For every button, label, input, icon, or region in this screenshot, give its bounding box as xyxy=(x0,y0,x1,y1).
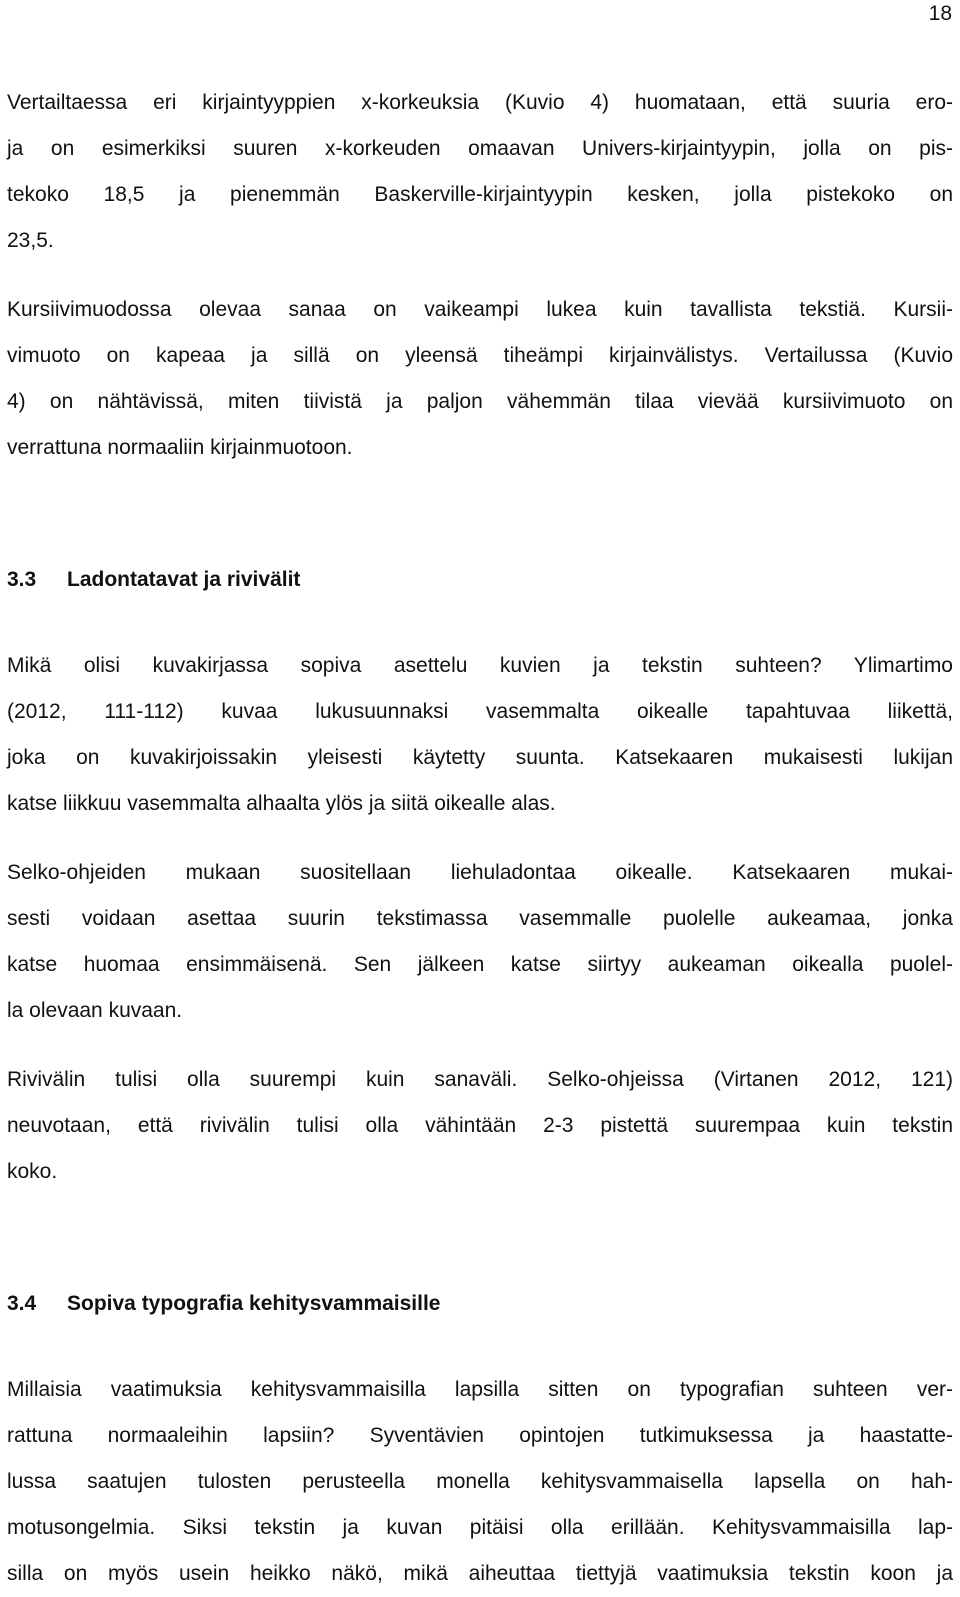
text-line: ja on esimerkiksi suuren x-korkeuden omaavan Univers-kirjaintyypin, jolla on pis- xyxy=(7,137,953,160)
text-line: katse huomaa ensimmäisenä. Sen jälkeen katse siirtyy aukeaman oikealla puolel- xyxy=(7,953,953,976)
text-line: 4) on nähtävissä, miten tiivistä ja paljon vähemmän tilaa vievää kursiivimuoto on xyxy=(7,390,953,413)
section-number: 3.4 xyxy=(7,1292,37,1315)
text-line: silla on myös usein heikko näkö, mikä aiheuttaa tiettyjä vaatimuksia tekstin koon ja xyxy=(7,1562,953,1585)
text-line: Kursiivimuodossa olevaa sanaa on vaikeampi lukea kuin tavallista tekstiä. Kursii- xyxy=(7,298,953,321)
paragraph-typography-requirements xyxy=(7,1367,953,1597)
text-line: (2012, 111-112) kuvaa lukusuunnaksi vasemmalta oikealle tapahtuvaa liikettä, xyxy=(7,700,953,723)
text-line: vimuoto on kapeaa ja sillä on yleensä tiheämpi kirjainvälistys. Vertailussa (Kuvio xyxy=(7,344,953,367)
text-line: neuvotaan, että rivivälin tulisi olla vähintään 2-3 pistettä suurempaa kuin tekstin xyxy=(7,1114,953,1137)
section-title: Sopiva typografia kehitysvammaisille xyxy=(67,1292,441,1315)
text-line: koko. xyxy=(7,1160,58,1183)
section-number: 3.3 xyxy=(7,568,37,591)
text-line: Selko-ohjeiden mukaan suositellaan liehuladontaa oikealle. Katsekaaren mukai- xyxy=(7,861,953,884)
text-line: rattuna normaaleihin lapsiin? Syventävien opintojen tutkimuksessa ja haastatte- xyxy=(7,1424,953,1447)
text-line: Rivivälin tulisi olla suurempi kuin sanaväli. Selko-ohjeissa (Virtanen 2012, 121) xyxy=(7,1068,953,1091)
text-line: tekoko 18,5 ja pienemmän Baskerville-kirjaintyypin kesken, jolla pistekoko on xyxy=(7,183,953,206)
text-line: verrattuna normaaliin kirjainmuotoon. xyxy=(7,436,353,459)
section-heading-3-3 xyxy=(7,557,953,603)
paragraph-x-height xyxy=(7,80,953,264)
text-line: 23,5. xyxy=(7,229,54,252)
text-line: la olevaan kuvaan. xyxy=(7,999,183,1022)
text-line: lussa saatujen tulosten perusteella monella kehitysvammaisella lapsella on hah- xyxy=(7,1470,953,1493)
paragraph-italic xyxy=(7,287,953,471)
text-line: joka on kuvakirjoissakin yleisesti käytetty suunta. Katsekaaren mukaisesti lukijan xyxy=(7,746,953,769)
page-number: 18 xyxy=(928,2,952,25)
paragraph-line-spacing xyxy=(7,1057,953,1195)
text-line: Vertailtaessa eri kirjaintyyppien x-korkeuksia (Kuvio 4) huomataan, että suuria ero- xyxy=(7,91,953,114)
paragraph-layout xyxy=(7,643,953,827)
section-title: Ladontatavat ja rivivälit xyxy=(67,568,301,591)
text-line: motusongelmia. Siksi tekstin ja kuvan pitäisi olla erillään. Kehitysvammaisilla lap- xyxy=(7,1516,953,1539)
section-heading-3-4 xyxy=(7,1281,953,1327)
text-line: Mikä olisi kuvakirjassa sopiva asettelu kuvien ja tekstin suhteen? Ylimartimo xyxy=(7,654,953,677)
text-line: sesti voidaan asettaa suurin tekstimassa vasemmalle puolelle aukeamaa, jonka xyxy=(7,907,953,930)
text-line: katse liikkuu vasemmalta alhaalta ylös ja siitä oikealle alas. xyxy=(7,792,556,815)
document-body xyxy=(7,80,953,1597)
text-line: Millaisia vaatimuksia kehitysvammaisilla lapsilla sitten on typografian suhteen ver- xyxy=(7,1378,953,1401)
paragraph-ragged-right xyxy=(7,850,953,1034)
